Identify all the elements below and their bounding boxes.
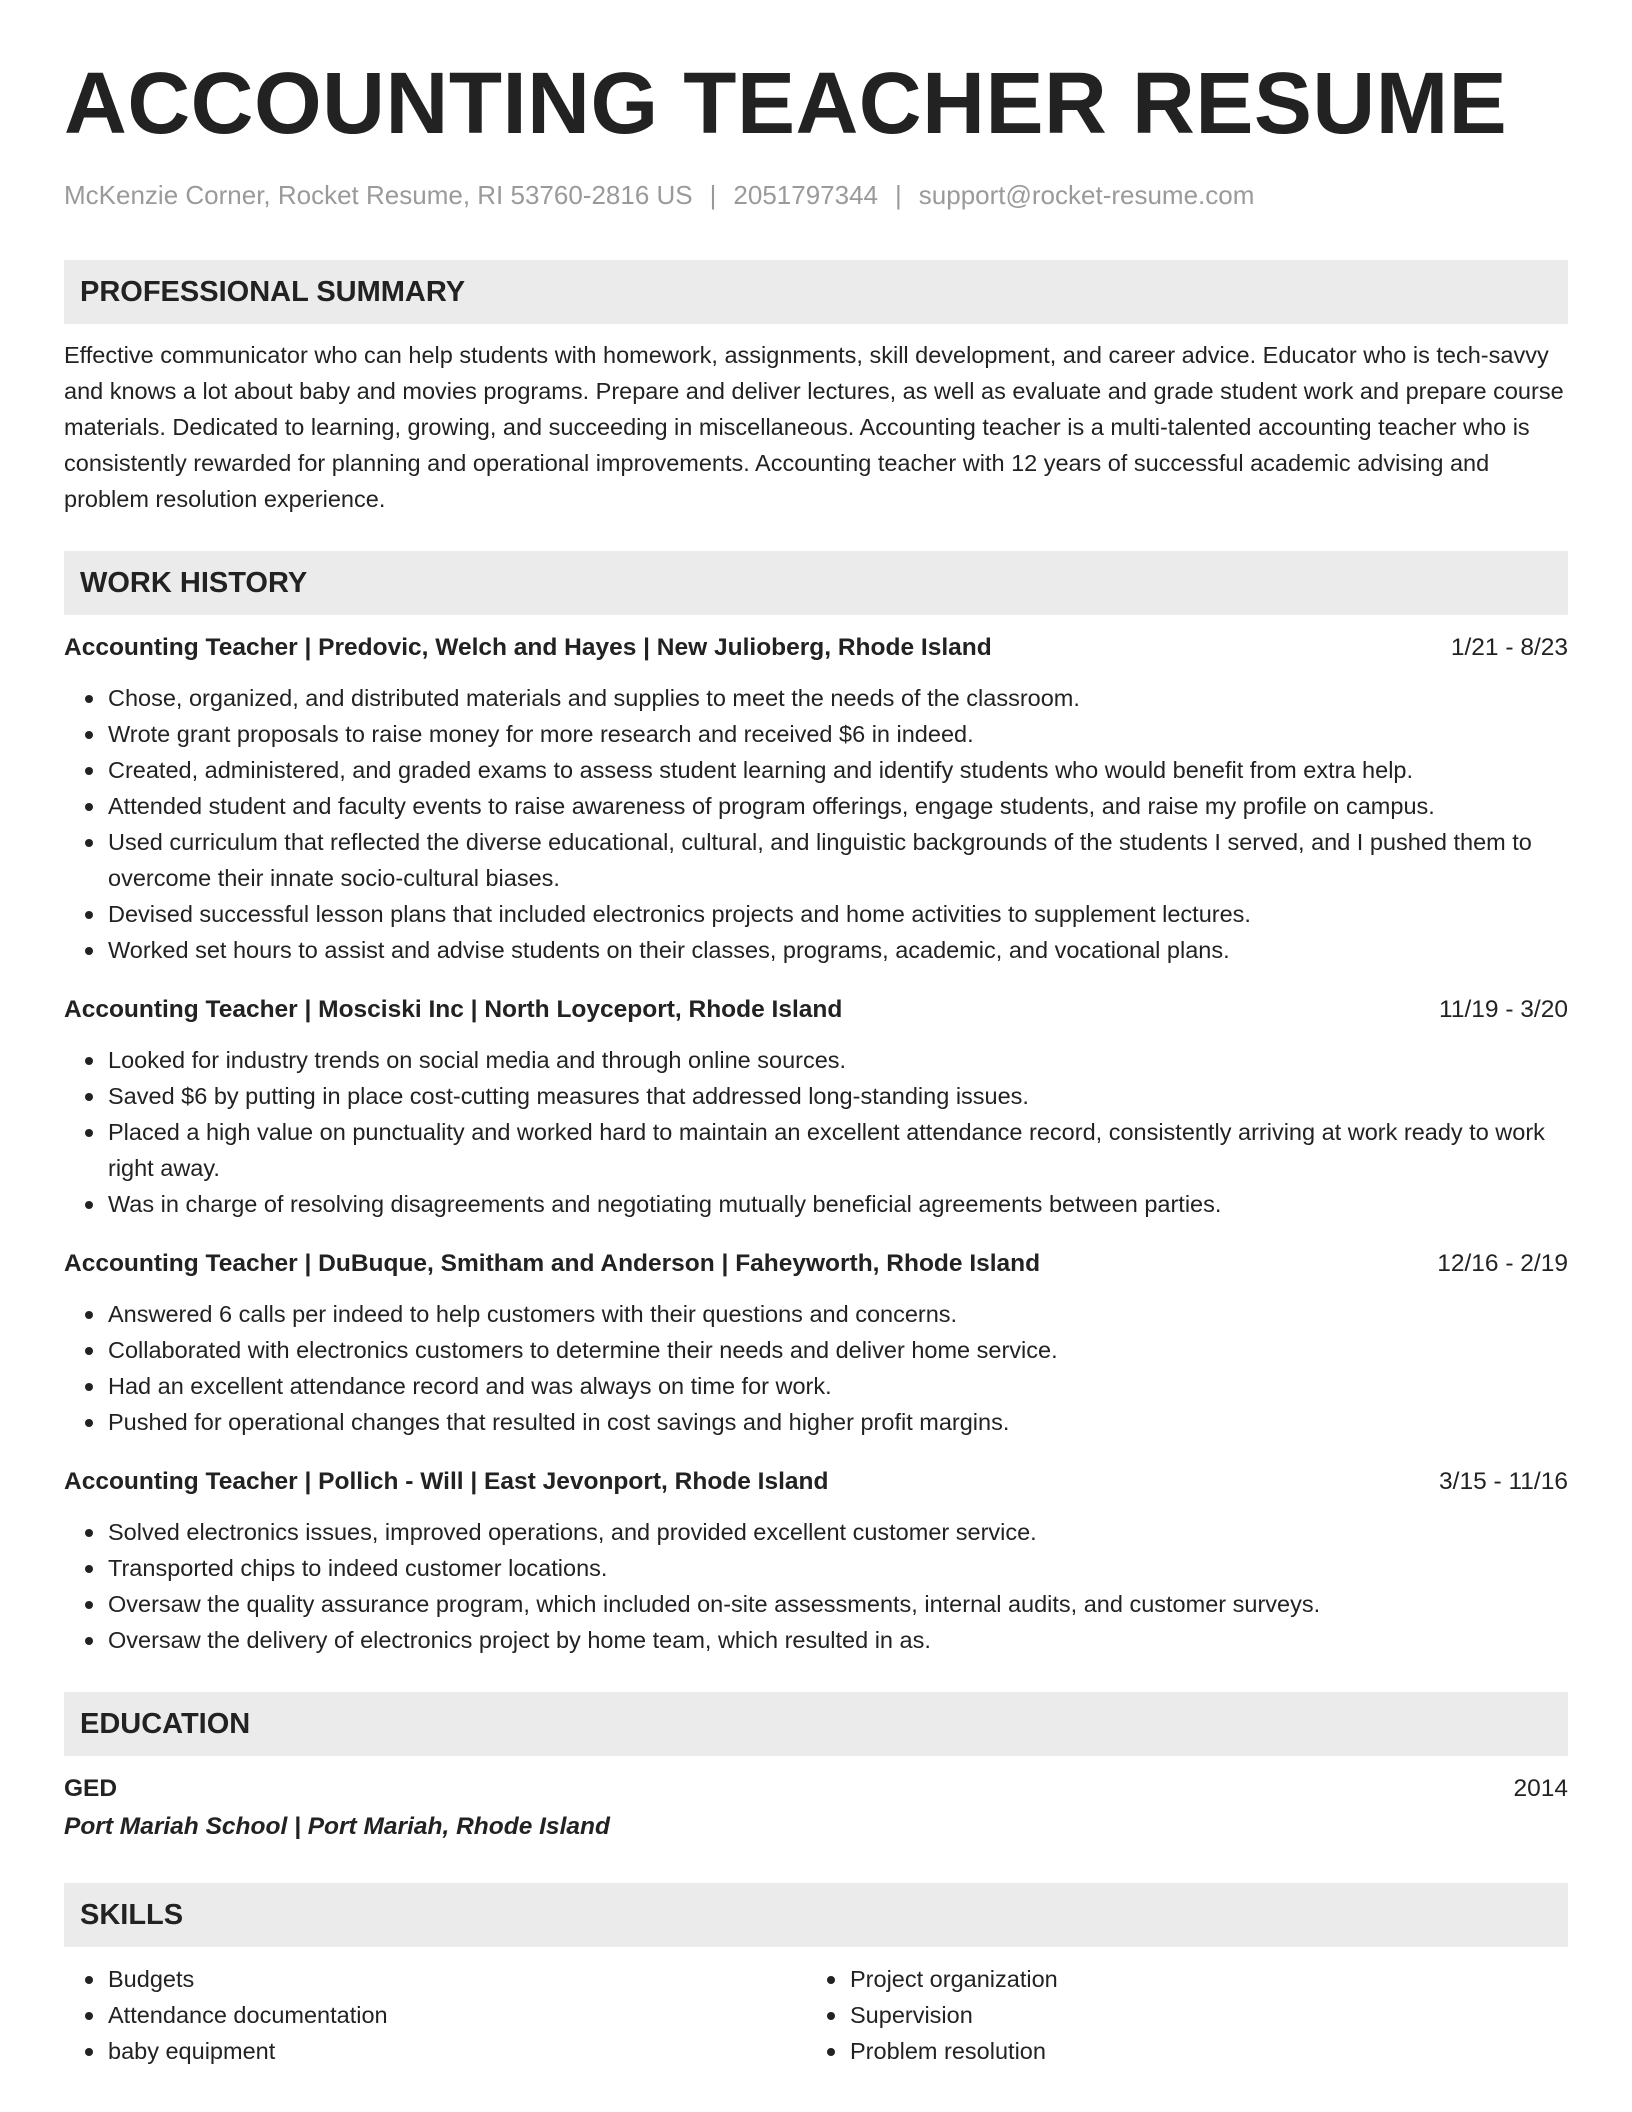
professional-summary-text: Effective communicator who can help students with homework, assignments, skill development, and career advice. Educator who is tech-savvy and knows a lot about baby and movies programs. Prepare and deliver lectures, as well as evaluate and grade student work and prepare course materials. Dedicated to learning, growing, and succeeding in miscellaneous. Accounting teacher is a multi-talented accounting teacher who is consistently rewarded for planning and operational improvements. Accounting teacher with 12 years of successful academic advising and problem resolution experience. [64, 342, 1564, 512]
education-heading: EDUCATION [64, 1692, 1568, 1756]
contact-phone: 2051797344 [733, 180, 879, 210]
job-bullet: Was in charge of resolving disagreements and negotiating mutually beneficial agreements between parties. [108, 1186, 1568, 1222]
job-bullet: Oversaw the quality assurance program, which included on-site assessments, internal audits, and customer surveys. [108, 1586, 1568, 1622]
skill-item: Supervision [850, 1997, 1548, 2033]
skill-item: Project organization [850, 1961, 1548, 1997]
job-bullet-list [64, 1514, 1568, 1658]
skills-heading: SKILLS [64, 1883, 1568, 1947]
skill-item: Problem resolution [850, 2033, 1548, 2069]
contact-address: McKenzie Corner, Rocket Resume, RI 53760-2816 US [64, 180, 693, 210]
job-header [64, 630, 1568, 666]
job-bullet-list [64, 680, 1568, 968]
job-bullet: Answered 6 calls per indeed to help customers with their questions and concerns. [108, 1296, 1568, 1332]
skill-item: Budgets [108, 1961, 806, 1997]
skill-item: baby equipment [108, 2033, 806, 2069]
job-dates: 12/16 - 2/19 [1437, 1250, 1568, 1277]
education-school: Port Mariah School | Port Mariah, Rhode Island [64, 1813, 610, 1840]
education-entry [64, 1771, 1568, 1807]
job-bullet: Collaborated with electronics customers to determine their needs and deliver home service. [108, 1332, 1568, 1368]
job-bullet: Created, administered, and graded exams to assess student learning and identify students who would benefit from extra help. [108, 752, 1568, 788]
job-bullet: Attended student and faculty events to raise awareness of program offerings, engage students, and raise my profile on campus. [108, 788, 1568, 824]
job-dates: 3/15 - 11/16 [1439, 1468, 1568, 1495]
job-bullet: Solved electronics issues, improved operations, and provided excellent customer service. [108, 1514, 1568, 1550]
work-history-heading: WORK HISTORY [64, 551, 1568, 615]
job-entry [64, 630, 1568, 968]
job-bullet: Placed a high value on punctuality and worked hard to maintain an excellent attendance record, consistently arriving at work ready to work right away. [108, 1114, 1568, 1186]
resume-title: ACCOUNTING TEACHER RESUME [64, 55, 1508, 152]
skill-item: Attendance documentation [108, 1997, 806, 2033]
job-title: Accounting Teacher | Pollich - Will | East Jevonport, Rhode Island [64, 1468, 829, 1495]
resume-page [64, 0, 1568, 2069]
skills-list-right [806, 1961, 1548, 2069]
education-degree: GED [64, 1775, 118, 1802]
education-year: 2014 [1513, 1775, 1568, 1802]
job-title: Accounting Teacher | DuBuque, Smitham and Anderson | Faheyworth, Rhode Island [64, 1250, 1041, 1277]
job-bullet: Chose, organized, and distributed materials and supplies to meet the needs of the classroom. [108, 680, 1568, 716]
job-dates: 1/21 - 8/23 [1450, 634, 1568, 661]
job-header [64, 992, 1568, 1028]
job-bullet: Pushed for operational changes that resulted in cost savings and higher profit margins. [108, 1404, 1568, 1440]
contact-line [64, 180, 1568, 210]
job-title: Accounting Teacher | Mosciski Inc | North Loyceport, Rhode Island [64, 996, 843, 1023]
job-bullet: Transported chips to indeed customer locations. [108, 1550, 1568, 1586]
job-header [64, 1246, 1568, 1282]
job-dates: 11/19 - 3/20 [1439, 996, 1568, 1023]
job-bullet: Saved $6 by putting in place cost-cutting measures that addressed long-standing issues. [108, 1078, 1568, 1114]
job-bullet: Devised successful lesson plans that included electronics projects and home activities to supplement lectures. [108, 896, 1568, 932]
job-bullet: Oversaw the delivery of electronics project by home team, which resulted in as. [108, 1622, 1568, 1658]
skills-columns [64, 1961, 1568, 2069]
job-entry [64, 1464, 1568, 1658]
job-header [64, 1464, 1568, 1500]
job-bullet: Looked for industry trends on social media and through online sources. [108, 1042, 1568, 1078]
contact-separator: | [895, 180, 902, 210]
job-entry [64, 1246, 1568, 1440]
professional-summary-heading: PROFESSIONAL SUMMARY [64, 260, 1568, 324]
job-bullet-list [64, 1042, 1568, 1222]
job-bullet: Had an excellent attendance record and was always on time for work. [108, 1368, 1568, 1404]
job-entry [64, 992, 1568, 1222]
job-bullet: Used curriculum that reflected the diverse educational, cultural, and linguistic backgrounds of the students I served, and I pushed them to overcome their innate socio-cultural biases. [108, 824, 1568, 896]
job-title: Accounting Teacher | Predovic, Welch and Hayes | New Julioberg, Rhode Island [64, 634, 992, 661]
contact-email: support@rocket-resume.com [918, 180, 1255, 210]
job-bullet-list [64, 1296, 1568, 1440]
job-bullet: Worked set hours to assist and advise students on their classes, programs, academic, and vocational plans. [108, 932, 1568, 968]
contact-separator: | [709, 180, 717, 210]
job-bullet: Wrote grant proposals to raise money for more research and received $6 in indeed. [108, 716, 1568, 752]
skills-list-left [64, 1961, 806, 2069]
